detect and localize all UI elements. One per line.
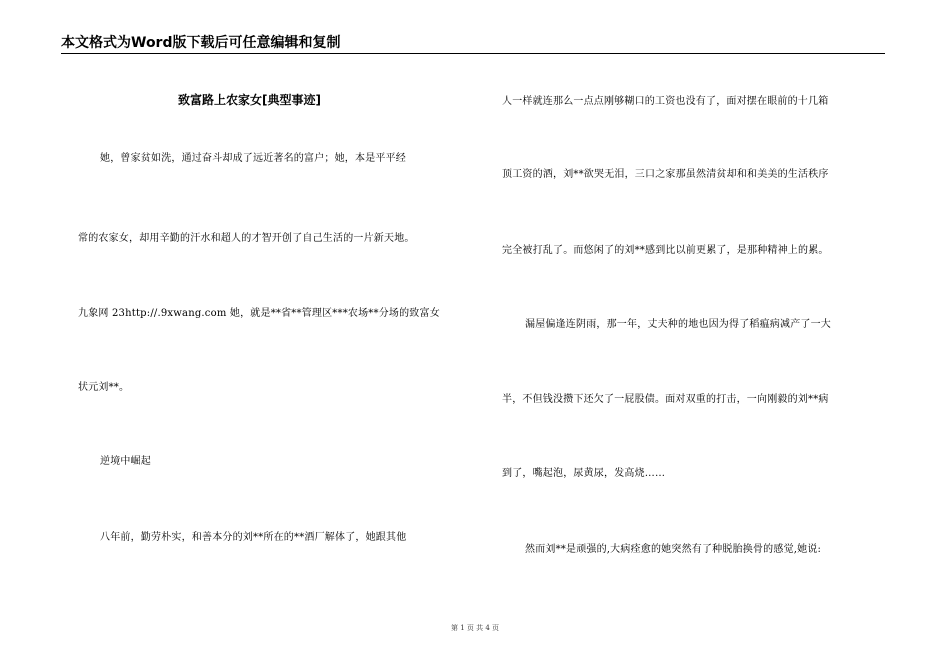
page-footer: 第 1 页 共 4 页 bbox=[450, 624, 500, 632]
left-line-3: 九象网 23http://.9xwang.com 她，就是**省**管理区***农场**分场的致富女 bbox=[78, 308, 440, 319]
left-line-6: 八年前，勤劳朴实，和善本分的刘**所在的**酒厂解体了，她跟其他 bbox=[100, 532, 407, 543]
left-line-2: 常的农家女，却用辛勤的汗水和超人的才智开创了自己生活的一片新天地。 bbox=[78, 233, 415, 244]
right-line-5: 半，不但钱没攒下还欠了一屁股债。面对双重的打击，一向刚毅的刘**病 bbox=[502, 394, 829, 405]
header-divider bbox=[61, 53, 885, 54]
right-line-3: 完全被打乱了。而悠闲了的刘**感到比以前更累了，是那种精神上的累。 bbox=[502, 245, 829, 256]
document-header-title: 本文格式为Word版下载后可任意编辑和复制 bbox=[61, 35, 341, 51]
right-line-7: 然而刘**是顽强的,大病痊愈的她突然有了种脱胎换骨的感觉,她说: bbox=[525, 544, 822, 555]
document-title: 致富路上农家女[典型事迹] bbox=[178, 93, 321, 107]
right-line-4: 漏屋偏逢连阴雨，那一年，丈夫种的地也因为得了稻瘟病减产了一大 bbox=[525, 319, 831, 330]
left-line-4: 状元刘**。 bbox=[78, 382, 130, 393]
right-line-2: 顶工资的酒，刘**欲哭无泪，三口之家那虽然清贫却和和美美的生活秩序 bbox=[502, 169, 829, 180]
left-line-1: 她，曾家贫如洗，通过奋斗却成了远近著名的富户；她，本是平平经 bbox=[100, 153, 406, 164]
right-line-6: 到了，嘴起泡，尿黄尿，发高烧…… bbox=[502, 468, 666, 479]
left-line-5: 逆境中崛起 bbox=[100, 456, 151, 467]
right-line-1: 人一样就连那么一点点刚够糊口的工资也没有了，面对摆在眼前的十几箱 bbox=[502, 96, 829, 107]
